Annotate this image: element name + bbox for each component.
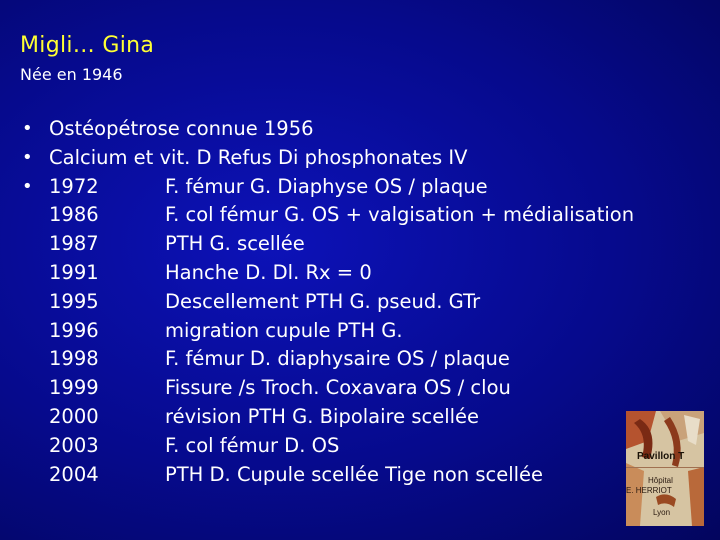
bullet-dot-icon: • (22, 146, 33, 168)
history-event: migration cupule PTH G. (165, 318, 403, 342)
history-event: révision PTH G. Bipolaire scellée (165, 404, 480, 428)
history-year: 2003 (49, 433, 99, 457)
history-event: F. col fémur D. OS (165, 433, 340, 457)
history-year: 1987 (49, 232, 99, 256)
history-year: 1998 (49, 347, 99, 371)
logo-city: Lyon (653, 508, 671, 517)
history-year: 1986 (49, 203, 99, 227)
logo-subtitle: Hôpital (648, 476, 673, 485)
history-year: 1995 (49, 289, 99, 313)
history-event: Hanche D. Dl. Rx = 0 (165, 260, 372, 284)
history-year: 1991 (49, 260, 99, 284)
bullet-dot-icon: • (22, 175, 33, 197)
history-year: 1999 (49, 376, 99, 400)
history-event: Descellement PTH G. pseud. GTr (165, 289, 481, 313)
history-year: 1996 (49, 318, 99, 342)
slide-subtitle: Née en 1946 (20, 65, 123, 84)
history-event: F. fémur G. Diaphyse OS / plaque (165, 174, 488, 198)
history-year: 2000 (49, 404, 99, 428)
history-event: F. fémur D. diaphysaire OS / plaque (165, 347, 510, 371)
history-event: PTH D. Cupule scellée Tige non scellée (165, 462, 544, 486)
bullet-dot-icon: • (22, 118, 33, 139)
history-event: F. col fémur G. OS + valgisation + médialisation (165, 203, 635, 227)
bullet-text: Ostéopétrose connue 1956 (49, 117, 314, 140)
history-year: 2004 (49, 462, 99, 486)
history-event: PTH G. scellée (165, 232, 305, 256)
history-year: 1972 (49, 174, 99, 198)
logo-hospital-name: E. HERRIOT (626, 486, 672, 495)
slide-title: Migli… Gina (20, 33, 155, 58)
bullet-text: Calcium et vit. D Refus Di phosphonates IV (49, 145, 468, 169)
pavillon-t-logo (626, 411, 704, 526)
logo-title: Pavillon T (637, 451, 685, 462)
history-event: Fissure /s Troch. Coxavara OS / clou (165, 376, 511, 400)
